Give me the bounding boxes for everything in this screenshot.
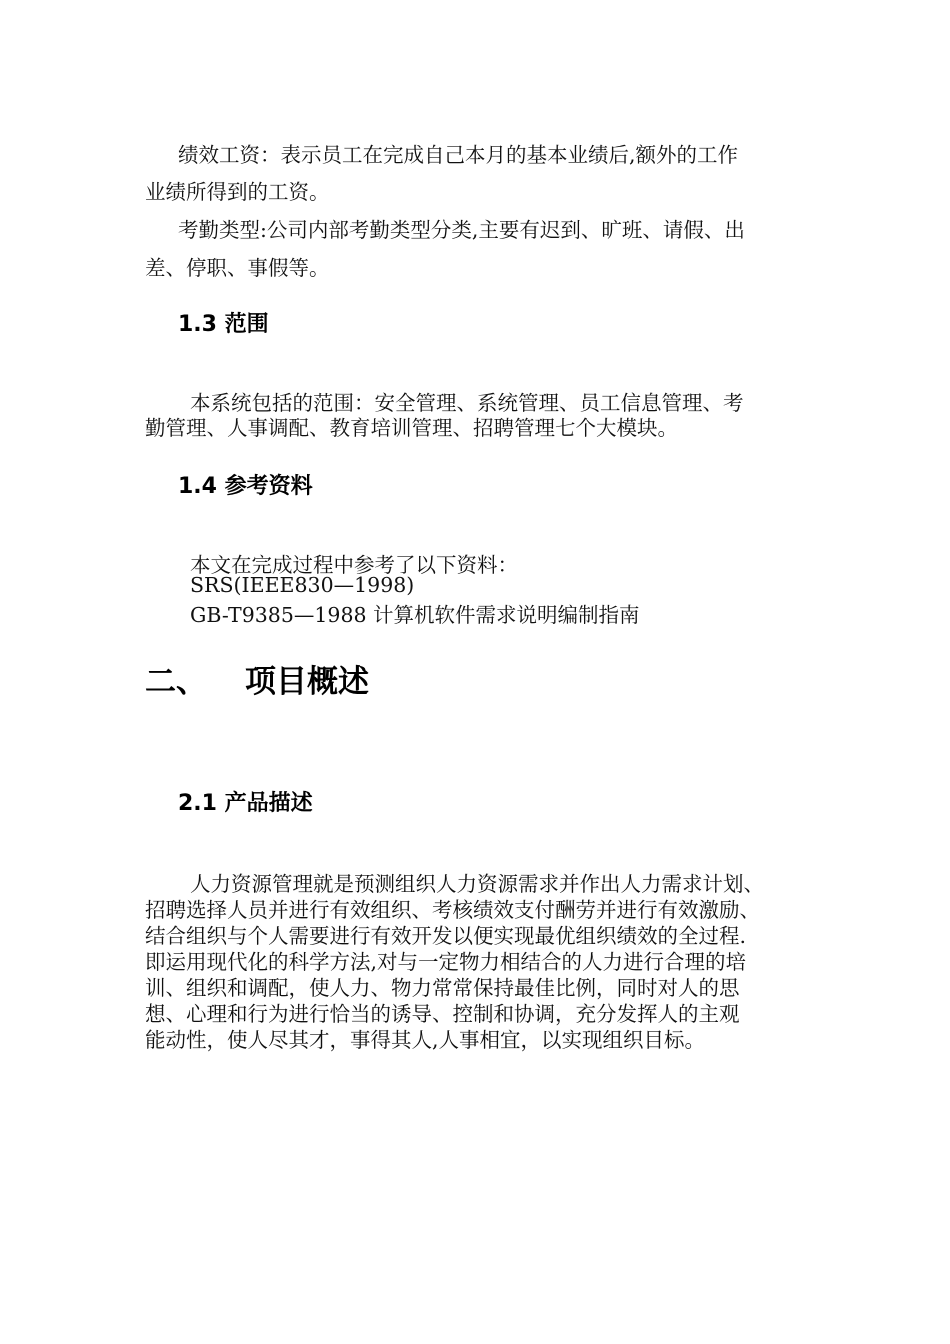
paragraph-line: 即运用现代化的科学方法,对与一定物力相结合的人力进行合理的培 [145,950,747,974]
scope-line-1: 本系统包括的范围：安全管理、系统管理、员工信息管理、考 [190,391,744,415]
scope-line-2: 勤管理、人事调配、教育培训管理、招聘管理七个大模块。 [145,416,678,440]
perf-pay-definition-line-1: 绩效工资：表示员工在完成自己本月的基本业绩后,额外的工作 [178,143,739,167]
paragraph-line: 招聘选择人员并进行有效组织、考核绩效支付酬劳并进行有效激励、 [145,898,760,922]
reference-item-1: SRS(IEEE830—1998) [190,573,415,597]
attendance-definition-line-2: 差、停职、事假等。 [145,256,330,280]
section-1-3-heading: 1.3 范围 [178,312,269,337]
paragraph-line: 能动性，使人尽其才，事得其人,人事相宜，以实现组织目标。 [145,1028,706,1052]
section-1-4-heading: 1.4 参考资料 [178,474,313,499]
attendance-definition-line-1: 考勤类型:公司内部考勤类型分类,主要有迟到、旷班、请假、出 [178,218,745,242]
references-intro: 本文在完成过程中参考了以下资料： [190,553,518,577]
chapter-title: 项目概述 [245,664,369,700]
paragraph-line: 想、心理和行为进行恰当的诱导、控制和协调，充分发挥人的主观 [145,1002,740,1026]
chapter-2-heading [145,656,369,701]
reference-item-2: GB-T9385—1988 计算机软件需求说明编制指南 [190,603,640,627]
product-description-paragraph [145,867,825,1052]
paragraph-line: 结合组织与个人需要进行有效开发以便实现最优组织绩效的全过程. [145,924,747,948]
paragraph-line: 人力资源管理就是预测组织人力资源需求并作出人力需求计划、 [190,872,764,896]
chapter-number: 二、 [145,664,207,700]
paragraph-line: 训、组织和调配，使人力、物力常常保持最佳比例，同时对人的思 [145,976,740,1000]
section-2-1-heading: 2.1 产品描述 [178,791,313,816]
perf-pay-definition-line-2: 业绩所得到的工资。 [145,180,330,204]
